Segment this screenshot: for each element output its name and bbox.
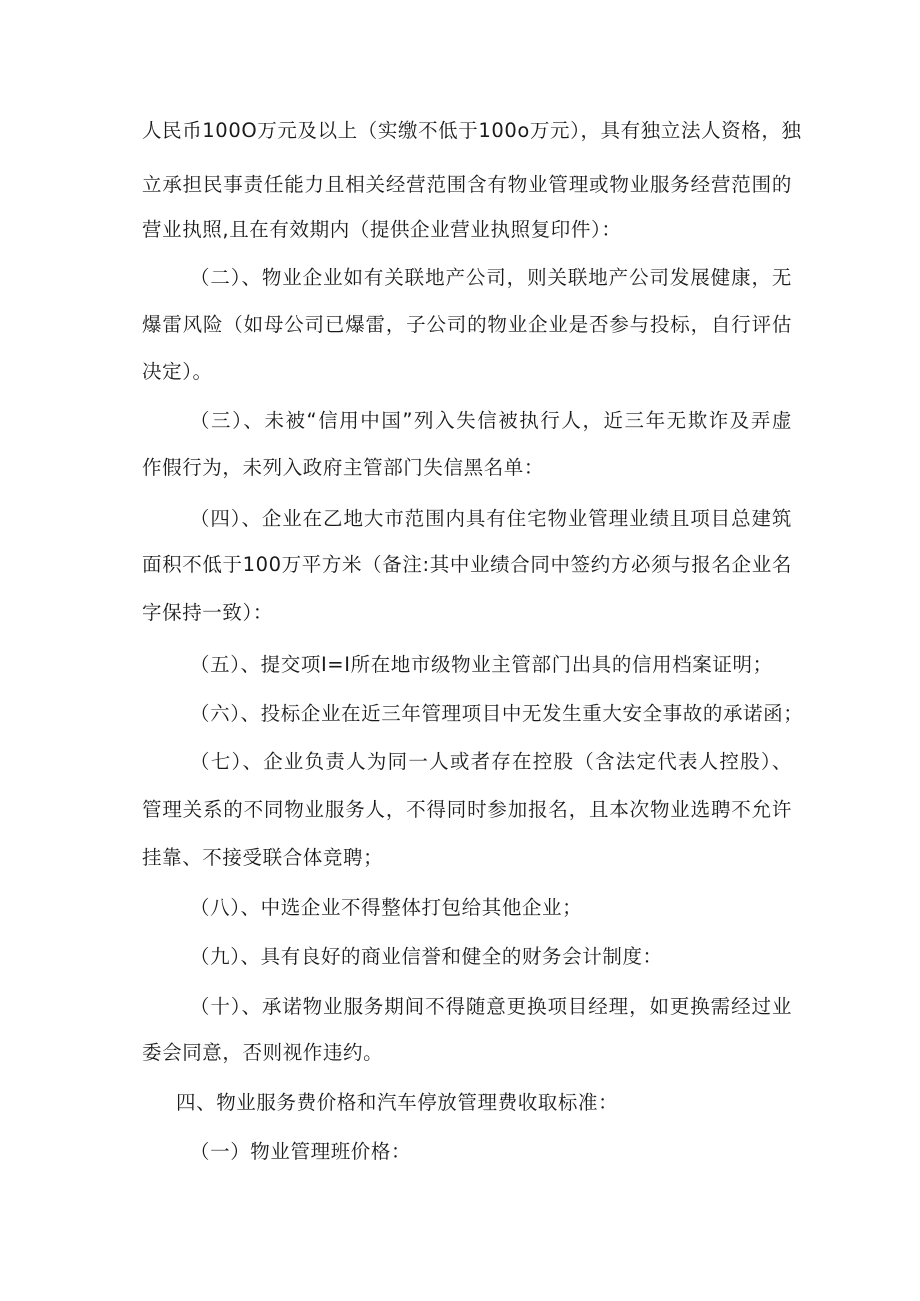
paragraph-line: 立承担民事责任能力且相关经营范围含有物业管理或物业服务经营范围的: [142, 173, 792, 196]
paragraph-line: 营业执照,且在有效期内（提供企业营业执照复印件）：: [142, 218, 622, 241]
paragraph-line: （二）、物业企业如有关联地产公司，则关联地产公司发展健康，无: [190, 266, 792, 289]
paragraph-line: （七）、企业负责人为同一人或者存在控股（含法定代表人控股）、: [190, 750, 792, 773]
paragraph-line: 管理关系的不同物业服务人，不得同时参加报名，且本次物业选聘不允许: [142, 798, 792, 821]
section-heading: 四、物业服务费价格和汽车停放管理费收取标准：: [176, 1091, 619, 1114]
paragraph-line: 字保持一致）：: [142, 601, 273, 624]
paragraph-line: （九）、具有良好的商业信誉和健全的财务会计制度：: [190, 945, 663, 968]
paragraph-line: （三）、未被“信用中国”列入失信被执行人，近三年无欺诈及弄虚: [190, 409, 792, 432]
paragraph-line: （五）、提交项I=I所在地市级物业主管部门出具的信用档案证明；: [190, 653, 773, 676]
paragraph-line: 决定）。: [142, 360, 213, 383]
paragraph-line: 作假行为，未列入政府主管部门失信黑名单：: [142, 456, 545, 479]
paragraph-line: （四）、企业在乙地大市范围内具有住宅物业管理业绩且项目总建筑: [190, 507, 792, 530]
paragraph-line: 挂靠、不接受联合体竞聘；: [142, 846, 384, 869]
paragraph-line: 委会同意，否则视作违约。: [142, 1041, 384, 1064]
paragraph-line: （八）、中选企业不得整体打包给其他企业；: [190, 896, 583, 919]
paragraph-line: 爆雷风险（如母公司已爆雷，子公司的物业企业是否参与投标，自行评估: [142, 313, 792, 336]
paragraph-line: 面积不低于100万平方米（备注:其中业绩合同中签约方必须与报名企业名: [142, 553, 792, 576]
subsection-heading: （一）物业管理班价格：: [190, 1140, 412, 1163]
paragraph-line: （十）、承诺物业服务期间不得随意更换项目经理，如更换需经过业: [190, 995, 792, 1018]
paragraph-line: （六）、投标企业在近三年管理项目中无发生重大安全事故的承诺函；: [190, 702, 804, 725]
paragraph-line: 人民币100O万元及以上（实缴不低于100o万元），具有独立法人资格，独: [142, 119, 802, 142]
